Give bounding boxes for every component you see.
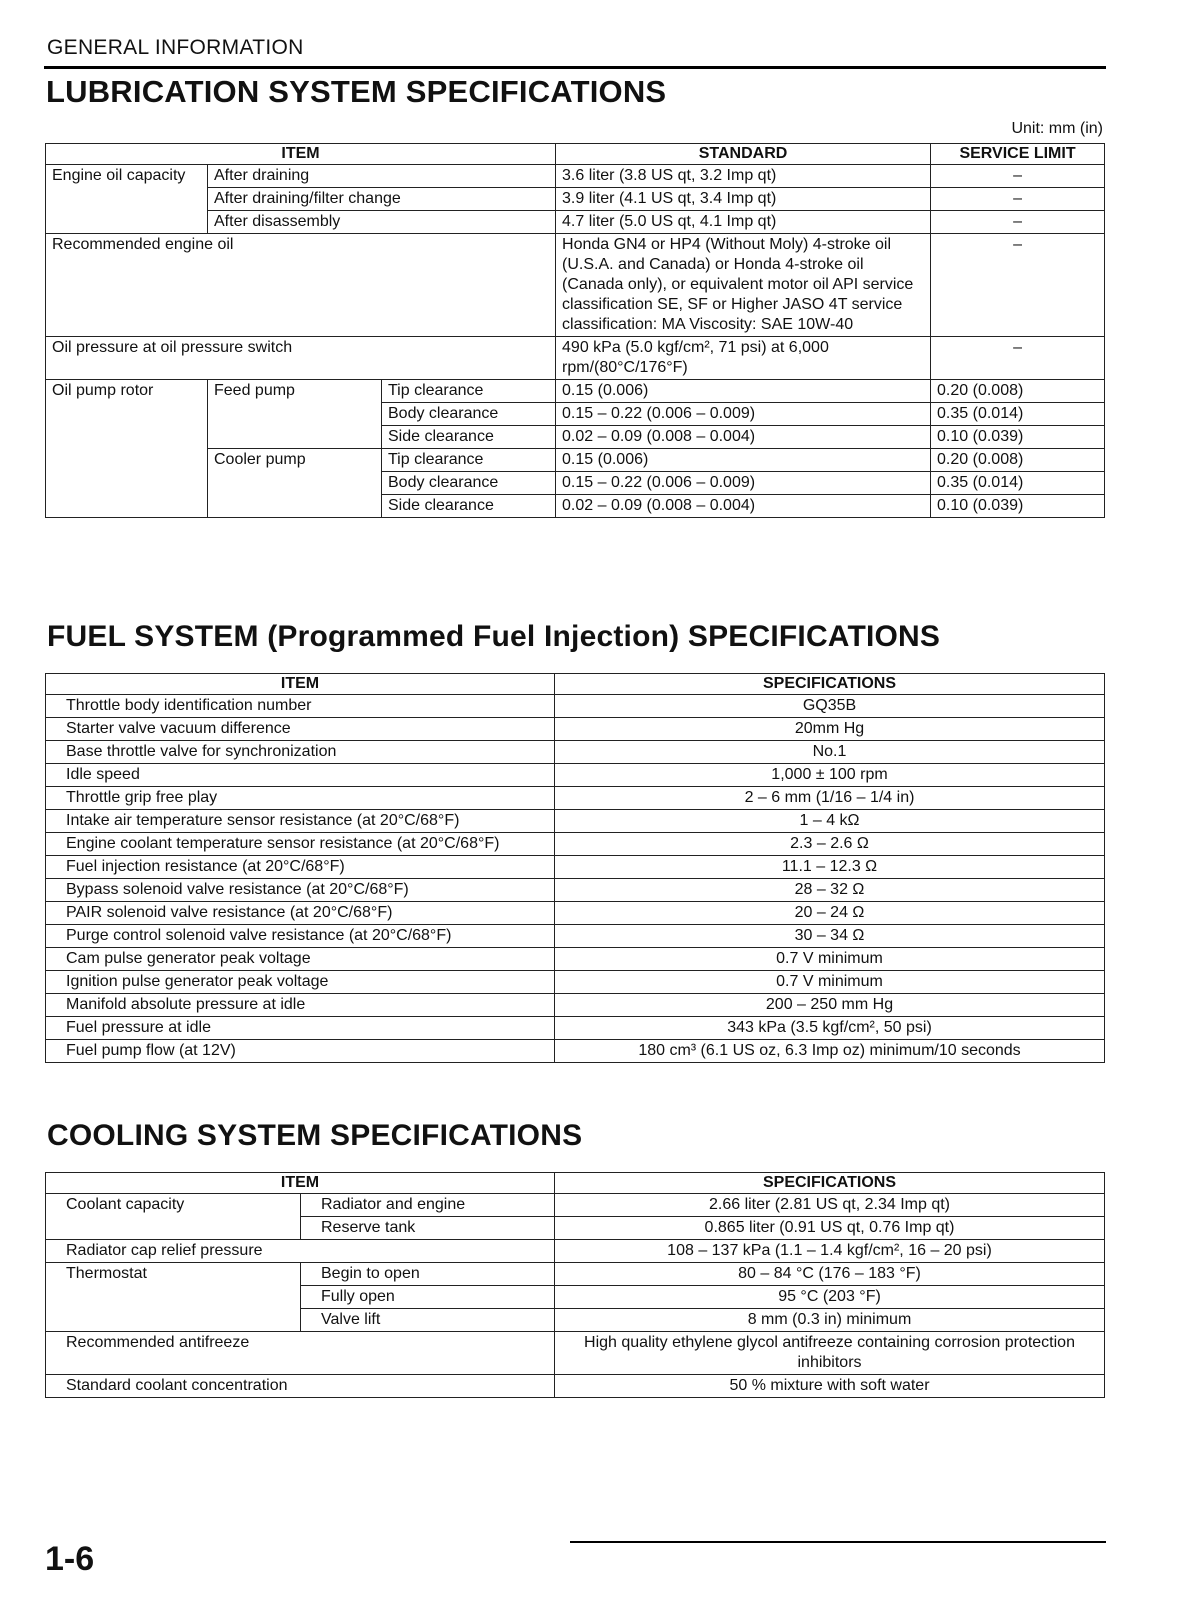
row-item: Throttle grip free play bbox=[46, 787, 555, 810]
table-row bbox=[46, 1040, 1105, 1063]
row-item: PAIR solenoid valve resistance (at 20°C/68°F) bbox=[46, 902, 555, 925]
row-spec: No.1 bbox=[555, 741, 1105, 764]
row-sub-label: Tip clearance bbox=[382, 380, 556, 403]
row-limit: 0.10 (0.039) bbox=[931, 495, 1105, 518]
row-spec: 8 mm (0.3 in) minimum bbox=[555, 1309, 1105, 1332]
row-limit: – bbox=[931, 234, 1105, 337]
table-row bbox=[46, 902, 1105, 925]
row-item: Fuel pump flow (at 12V) bbox=[46, 1040, 555, 1063]
table-row bbox=[46, 879, 1105, 902]
cooler-pump-label: Cooler pump bbox=[208, 449, 382, 518]
table-row bbox=[46, 994, 1105, 1017]
section-header-label: GENERAL INFORMATION bbox=[47, 36, 304, 59]
row-limit: – bbox=[931, 211, 1105, 234]
recommended-oil-standard: Honda GN4 or HP4 (Without Moly) 4-stroke oil (U.S.A. and Canada) or Honda 4-stroke oil (Canada only), or equivalent motor oil API service classification SE, SF or Higher JASO 4T service classification: MA Viscosity: SAE 10W-40 bbox=[556, 234, 931, 337]
row-sub-label: After draining/filter change bbox=[208, 188, 556, 211]
row-spec: GQ35B bbox=[555, 695, 1105, 718]
row-item: Base throttle valve for synchronization bbox=[46, 741, 555, 764]
row-spec: High quality ethylene glycol antifreeze containing corrosion protection inhibitors bbox=[555, 1332, 1105, 1375]
row-limit: 0.20 (0.008) bbox=[931, 449, 1105, 472]
row-limit: – bbox=[931, 337, 1105, 380]
table-row bbox=[46, 810, 1105, 833]
row-spec: 20mm Hg bbox=[555, 718, 1105, 741]
radiator-cap-label: Radiator cap relief pressure bbox=[46, 1240, 555, 1263]
row-spec: 0.7 V minimum bbox=[555, 948, 1105, 971]
footer-rule bbox=[570, 1541, 1106, 1543]
row-sub-label: Body clearance bbox=[382, 472, 556, 495]
row-sub-label: Tip clearance bbox=[382, 449, 556, 472]
row-limit: 0.20 (0.008) bbox=[931, 380, 1105, 403]
row-item: Idle speed bbox=[46, 764, 555, 787]
feed-pump-label: Feed pump bbox=[208, 380, 382, 449]
table-row bbox=[46, 1194, 1105, 1217]
row-standard: 0.15 (0.006) bbox=[556, 380, 931, 403]
row-sub-label: Side clearance bbox=[382, 495, 556, 518]
table-row bbox=[46, 165, 1105, 188]
oil-pressure-standard: 490 kPa (5.0 kgf/cm², 71 psi) at 6,000 rpm/(80°C/176°F) bbox=[556, 337, 931, 380]
row-spec: 30 – 34 Ω bbox=[555, 925, 1105, 948]
row-item: Intake air temperature sensor resistance (at 20°C/68°F) bbox=[46, 810, 555, 833]
cooling-system-title: COOLING SYSTEM SPECIFICATIONS bbox=[47, 1119, 583, 1152]
row-limit: – bbox=[931, 165, 1105, 188]
table-row bbox=[46, 695, 1105, 718]
row-standard: 0.15 – 0.22 (0.006 – 0.009) bbox=[556, 472, 931, 495]
row-spec: 1 – 4 kΩ bbox=[555, 810, 1105, 833]
row-sub-label: Side clearance bbox=[382, 426, 556, 449]
row-item: Manifold absolute pressure at idle bbox=[46, 994, 555, 1017]
header-standard: STANDARD bbox=[556, 144, 931, 165]
row-standard: 0.02 – 0.09 (0.008 – 0.004) bbox=[556, 495, 931, 518]
row-spec: 2 – 6 mm (1/16 – 1/4 in) bbox=[555, 787, 1105, 810]
header-item: ITEM bbox=[46, 1173, 555, 1194]
table-row bbox=[46, 1263, 1105, 1286]
row-sub-label: After draining bbox=[208, 165, 556, 188]
row-standard: 0.02 – 0.09 (0.008 – 0.004) bbox=[556, 426, 931, 449]
row-standard: 0.15 (0.006) bbox=[556, 449, 931, 472]
row-standard: 3.9 liter (4.1 US qt, 3.4 Imp qt) bbox=[556, 188, 931, 211]
row-sub-label: Reserve tank bbox=[301, 1217, 555, 1240]
row-standard: 3.6 liter (3.8 US qt, 3.2 Imp qt) bbox=[556, 165, 931, 188]
header-specifications: SPECIFICATIONS bbox=[555, 1173, 1105, 1194]
table-row bbox=[46, 856, 1105, 879]
header-item: ITEM bbox=[46, 144, 556, 165]
unit-label: Unit: mm (in) bbox=[1011, 120, 1103, 137]
row-spec: 95 °C (203 °F) bbox=[555, 1286, 1105, 1309]
row-limit: 0.35 (0.014) bbox=[931, 472, 1105, 495]
table-row bbox=[46, 380, 1105, 403]
row-item: Starter valve vacuum difference bbox=[46, 718, 555, 741]
row-item: Ignition pulse generator peak voltage bbox=[46, 971, 555, 994]
row-sub-label: Begin to open bbox=[301, 1263, 555, 1286]
table-row bbox=[46, 337, 1105, 380]
fuel-spec-table bbox=[45, 673, 1105, 1063]
row-spec: 0.7 V minimum bbox=[555, 971, 1105, 994]
coolant-capacity-label: Coolant capacity bbox=[46, 1194, 301, 1240]
lubrication-title: LUBRICATION SYSTEM SPECIFICATIONS bbox=[46, 74, 667, 109]
header-rule bbox=[44, 66, 1106, 69]
row-item: Bypass solenoid valve resistance (at 20°C/68°F) bbox=[46, 879, 555, 902]
header-item: ITEM bbox=[46, 674, 555, 695]
table-row bbox=[46, 718, 1105, 741]
table-row bbox=[46, 764, 1105, 787]
header-service-limit: SERVICE LIMIT bbox=[931, 144, 1105, 165]
table-row bbox=[46, 741, 1105, 764]
fuel-system-title: FUEL SYSTEM (Programmed Fuel Injection) SPECIFICATIONS bbox=[47, 620, 941, 653]
row-item: Cam pulse generator peak voltage bbox=[46, 948, 555, 971]
table-row bbox=[46, 1375, 1105, 1398]
table-row bbox=[46, 1017, 1105, 1040]
row-limit: – bbox=[931, 188, 1105, 211]
lubrication-spec-table bbox=[45, 143, 1105, 518]
antifreeze-label: Recommended antifreeze bbox=[46, 1332, 555, 1375]
row-item: Engine coolant temperature sensor resistance (at 20°C/68°F) bbox=[46, 833, 555, 856]
recommended-oil-label: Recommended engine oil bbox=[46, 234, 556, 337]
table-row bbox=[46, 234, 1105, 337]
oil-pump-label: Oil pump rotor bbox=[46, 380, 208, 518]
row-spec: 2.66 liter (2.81 US qt, 2.34 Imp qt) bbox=[555, 1194, 1105, 1217]
row-sub-label: Fully open bbox=[301, 1286, 555, 1309]
row-spec: 50 % mixture with soft water bbox=[555, 1375, 1105, 1398]
row-sub-label: Valve lift bbox=[301, 1309, 555, 1332]
row-standard: 4.7 liter (5.0 US qt, 4.1 Imp qt) bbox=[556, 211, 931, 234]
row-spec: 20 – 24 Ω bbox=[555, 902, 1105, 925]
table-row bbox=[46, 925, 1105, 948]
thermostat-label: Thermostat bbox=[46, 1263, 301, 1332]
row-item: Throttle body identification number bbox=[46, 695, 555, 718]
table-row bbox=[46, 948, 1105, 971]
table-row bbox=[46, 1240, 1105, 1263]
row-spec: 11.1 – 12.3 Ω bbox=[555, 856, 1105, 879]
page-number: 1-6 bbox=[45, 1540, 95, 1578]
cooling-spec-table bbox=[45, 1172, 1105, 1398]
row-spec: 180 cm³ (6.1 US oz, 6.3 Imp oz) minimum/10 seconds bbox=[555, 1040, 1105, 1063]
row-item: Purge control solenoid valve resistance (at 20°C/68°F) bbox=[46, 925, 555, 948]
row-spec: 108 – 137 kPa (1.1 – 1.4 kgf/cm², 16 – 20 psi) bbox=[555, 1240, 1105, 1263]
row-spec: 343 kPa (3.5 kgf/cm², 50 psi) bbox=[555, 1017, 1105, 1040]
row-spec: 200 – 250 mm Hg bbox=[555, 994, 1105, 1017]
oil-pressure-label: Oil pressure at oil pressure switch bbox=[46, 337, 556, 380]
row-sub-label: Radiator and engine bbox=[301, 1194, 555, 1217]
oil-capacity-label: Engine oil capacity bbox=[46, 165, 208, 234]
row-limit: 0.35 (0.014) bbox=[931, 403, 1105, 426]
row-sub-label: Body clearance bbox=[382, 403, 556, 426]
row-spec: 2.3 – 2.6 Ω bbox=[555, 833, 1105, 856]
row-sub-label: After disassembly bbox=[208, 211, 556, 234]
row-spec: 80 – 84 °C (176 – 183 °F) bbox=[555, 1263, 1105, 1286]
table-row bbox=[46, 833, 1105, 856]
table-header-row bbox=[46, 144, 1105, 165]
row-limit: 0.10 (0.039) bbox=[931, 426, 1105, 449]
table-row bbox=[46, 971, 1105, 994]
row-item: Fuel injection resistance (at 20°C/68°F) bbox=[46, 856, 555, 879]
table-header-row bbox=[46, 1173, 1105, 1194]
table-header-row bbox=[46, 674, 1105, 695]
row-item: Fuel pressure at idle bbox=[46, 1017, 555, 1040]
concentration-label: Standard coolant concentration bbox=[46, 1375, 555, 1398]
row-spec: 1,000 ± 100 rpm bbox=[555, 764, 1105, 787]
row-spec: 28 – 32 Ω bbox=[555, 879, 1105, 902]
row-spec: 0.865 liter (0.91 US qt, 0.76 Imp qt) bbox=[555, 1217, 1105, 1240]
row-standard: 0.15 – 0.22 (0.006 – 0.009) bbox=[556, 403, 931, 426]
table-row bbox=[46, 787, 1105, 810]
table-row bbox=[46, 1332, 1105, 1375]
header-specifications: SPECIFICATIONS bbox=[555, 674, 1105, 695]
